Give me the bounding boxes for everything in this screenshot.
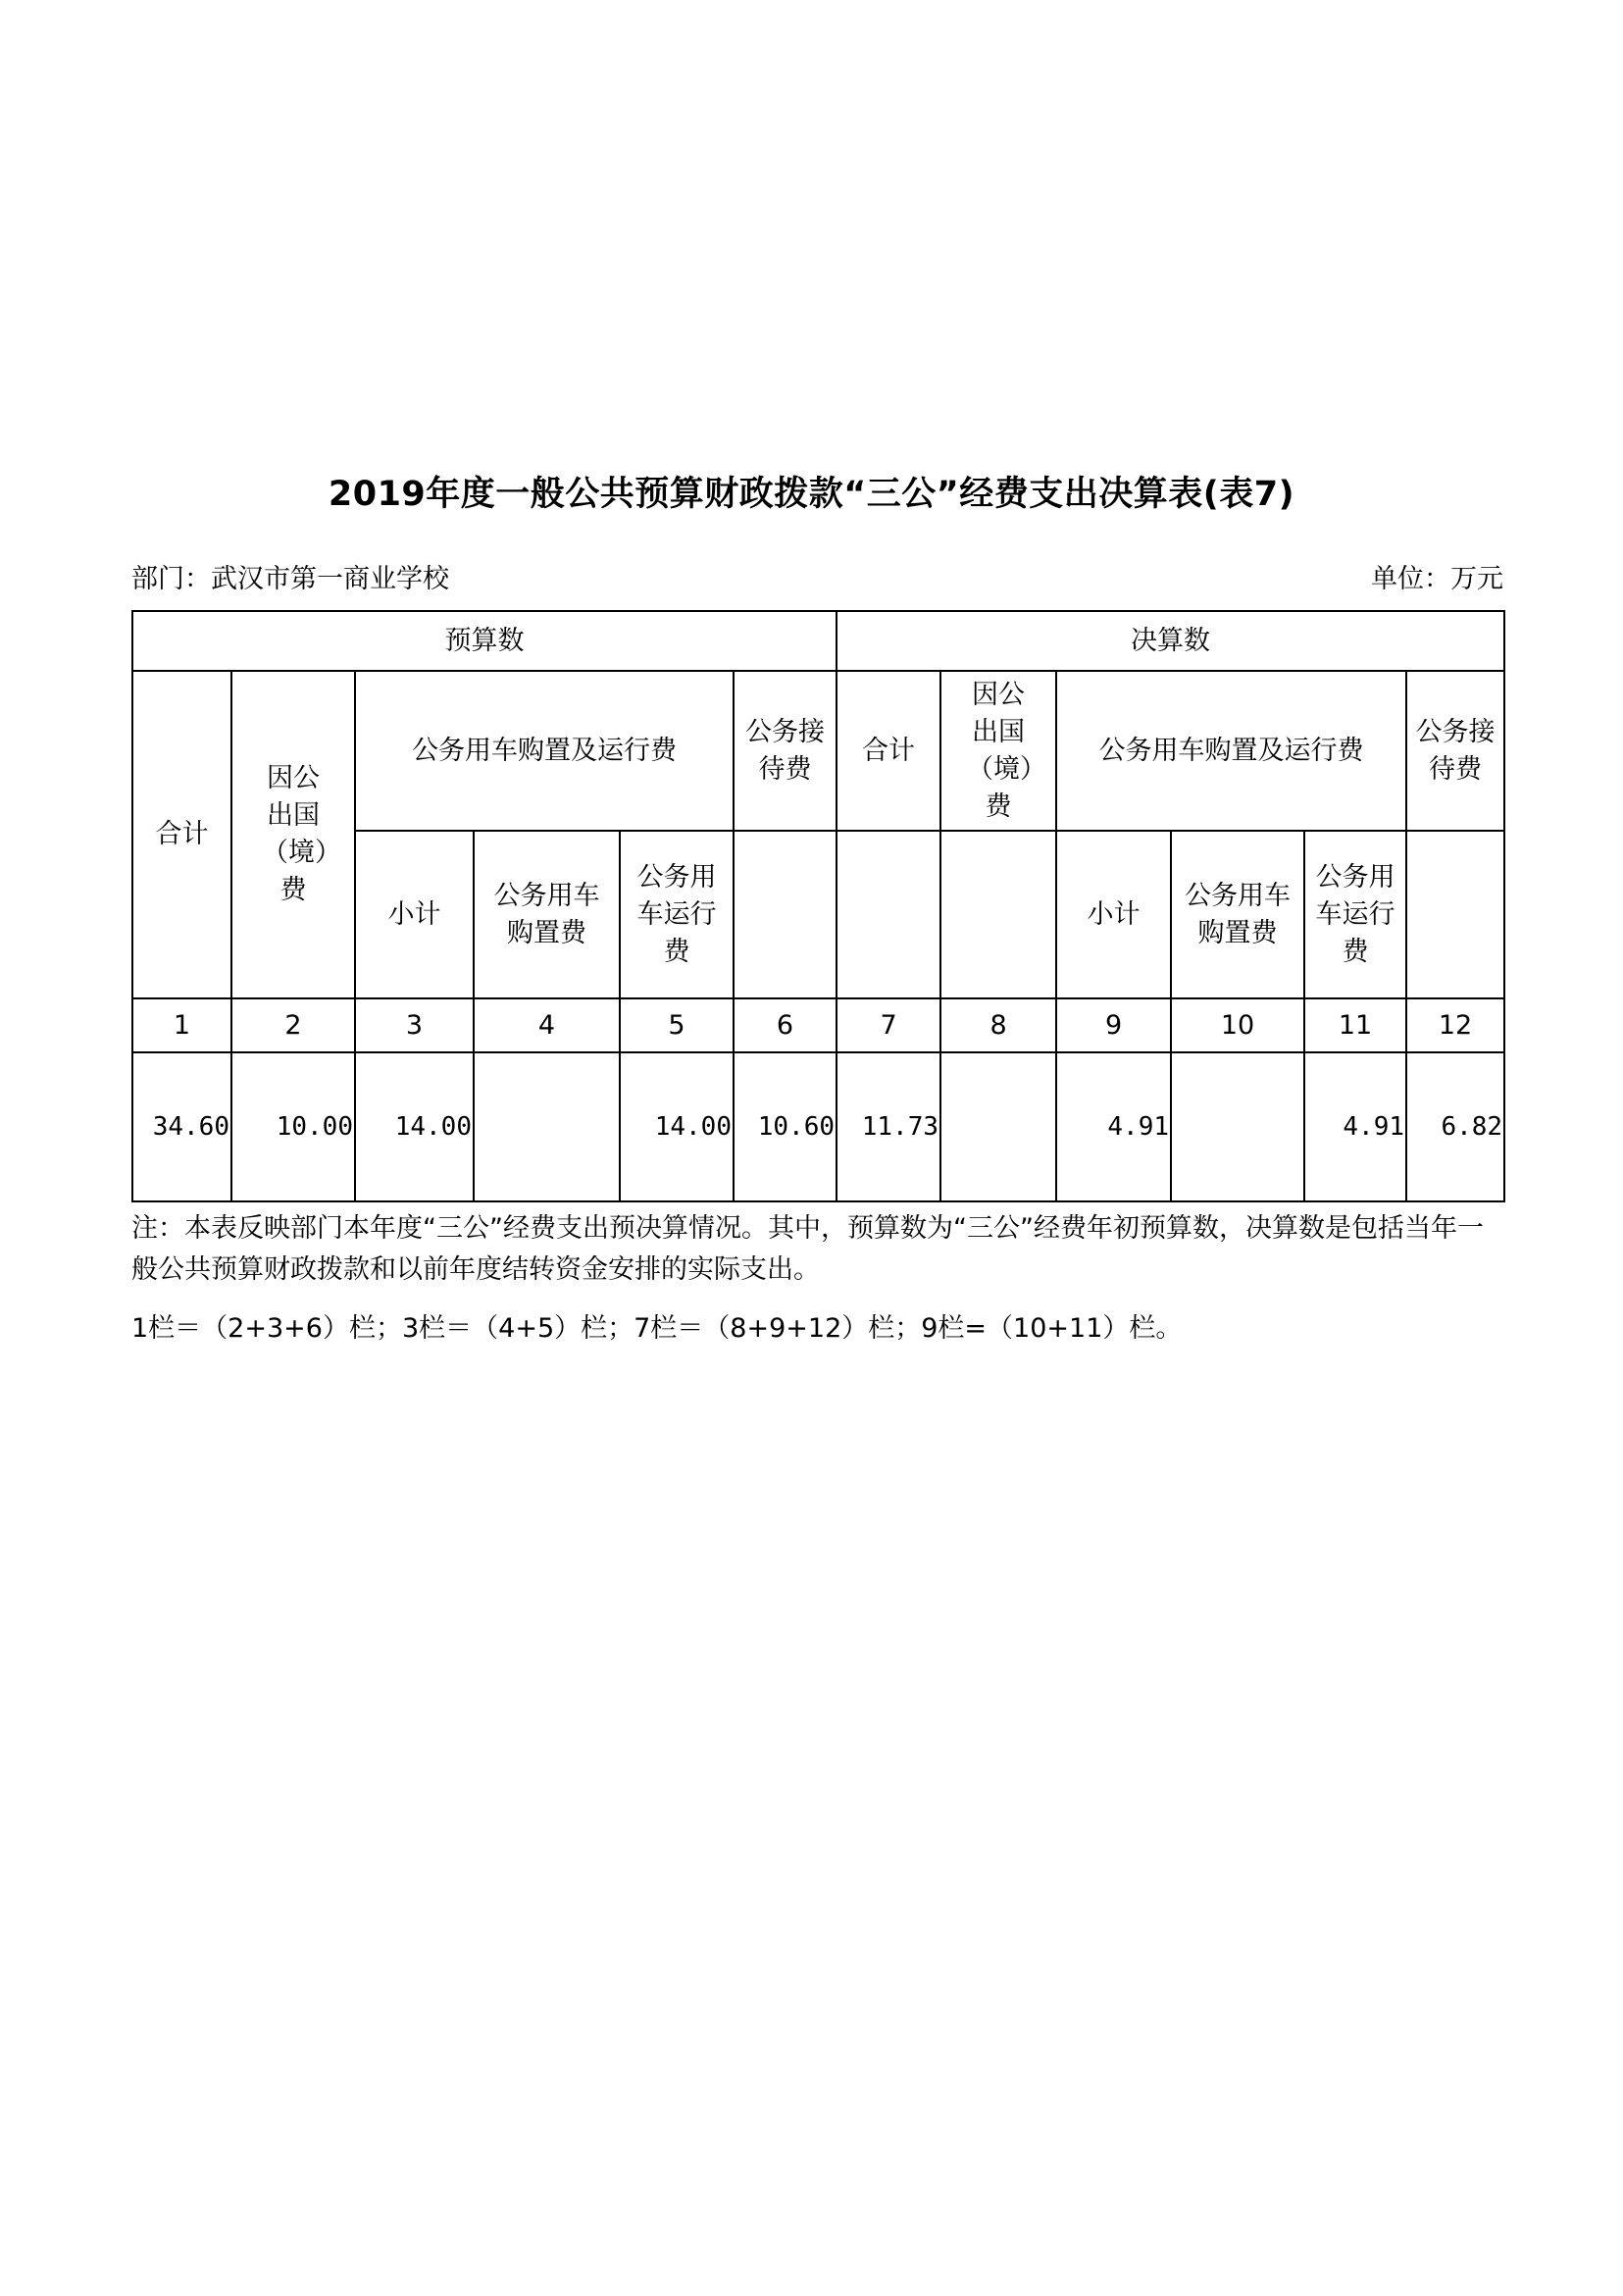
budget-table <box>131 610 1505 1202</box>
value-cell <box>940 1052 1056 1201</box>
final-car-operation-label: 公务用车运行费 <box>1315 861 1395 967</box>
value-cell: 14.00 <box>620 1052 734 1201</box>
page-title: 2019年度一般公共预算财政拨款“三公”经费支出决算表(表7) <box>328 475 1295 514</box>
value-cell: 34.60 <box>132 1052 231 1201</box>
col-number: 8 <box>940 998 1056 1052</box>
table-note: 注：本表反映部门本年度“三公”经费支出预决算情况。其中，预算数为“三公”经费年初预算数，决算数是包括当年一般公共预算财政拨款和以前年度结转资金安排的实际支出。 <box>131 1213 1484 1285</box>
budget-car-purchase-label: 公务用车购置费 <box>493 880 600 948</box>
col-number: 1 <box>132 998 231 1052</box>
value-cell <box>1171 1052 1304 1201</box>
final-reception-header <box>1406 671 1504 831</box>
budget-car-purchase-header <box>474 831 620 998</box>
final-subtotal-header: 小计 <box>1056 831 1171 998</box>
column-number-row <box>132 998 1504 1052</box>
budget-car-header: 公务用车购置及运行费 <box>355 671 734 831</box>
budget-car-operation-label: 公务用车运行费 <box>636 861 717 967</box>
value-cell: 10.60 <box>734 1052 837 1201</box>
final-reception-empty <box>1406 831 1504 998</box>
final-car-header: 公务用车购置及运行费 <box>1056 671 1406 831</box>
budget-total-header: 合计 <box>132 671 231 998</box>
header-row-groups <box>132 611 1504 671</box>
department-label: 部门：武汉市第一商业学校 <box>131 564 449 594</box>
col-number: 10 <box>1171 998 1304 1052</box>
col-number: 12 <box>1406 998 1504 1052</box>
value-cell: 10.00 <box>231 1052 355 1201</box>
formula-note: 1栏＝（2+3+6）栏；3栏＝（4+5）栏；7栏＝（8+9+12）栏；9栏=（10+11）栏。 <box>131 1313 1183 1344</box>
value-cell: 4.91 <box>1304 1052 1406 1201</box>
final-car-purchase-label: 公务用车购置费 <box>1185 880 1292 948</box>
col-number: 6 <box>734 998 837 1052</box>
value-cell: 6.82 <box>1406 1052 1504 1201</box>
budget-reception-label: 公务接待费 <box>745 716 826 785</box>
header-row-categories <box>132 671 1504 831</box>
col-number: 2 <box>231 998 355 1052</box>
budget-car-operation-header <box>620 831 734 998</box>
budget-abroad-header <box>231 671 355 998</box>
final-reception-label: 公务接待费 <box>1415 716 1496 785</box>
unit-label: 单位：万元 <box>1371 564 1503 594</box>
budget-reception-header <box>734 671 837 831</box>
budget-reception-empty <box>734 831 837 998</box>
value-row <box>132 1052 1504 1201</box>
col-number: 4 <box>474 998 620 1052</box>
final-abroad-label: 因公出国（境）费 <box>967 679 1047 822</box>
final-abroad-empty <box>940 831 1056 998</box>
col-number: 3 <box>355 998 474 1052</box>
budget-abroad-label: 因公出国（境）费 <box>262 763 341 905</box>
col-number: 11 <box>1304 998 1406 1052</box>
col-number: 7 <box>837 998 940 1052</box>
final-group-header: 决算数 <box>837 611 1504 671</box>
final-car-purchase-header <box>1171 831 1304 998</box>
col-number: 5 <box>620 998 734 1052</box>
final-abroad-header <box>940 671 1056 831</box>
budget-group-header: 预算数 <box>132 611 837 671</box>
value-cell: 4.91 <box>1056 1052 1171 1201</box>
final-total-header: 合计 <box>837 671 940 831</box>
final-total-empty <box>837 831 940 998</box>
value-cell: 14.00 <box>355 1052 474 1201</box>
col-number: 9 <box>1056 998 1171 1052</box>
budget-subtotal-header: 小计 <box>355 831 474 998</box>
final-car-operation-header <box>1304 831 1406 998</box>
value-cell <box>474 1052 620 1201</box>
value-cell: 11.73 <box>837 1052 940 1201</box>
